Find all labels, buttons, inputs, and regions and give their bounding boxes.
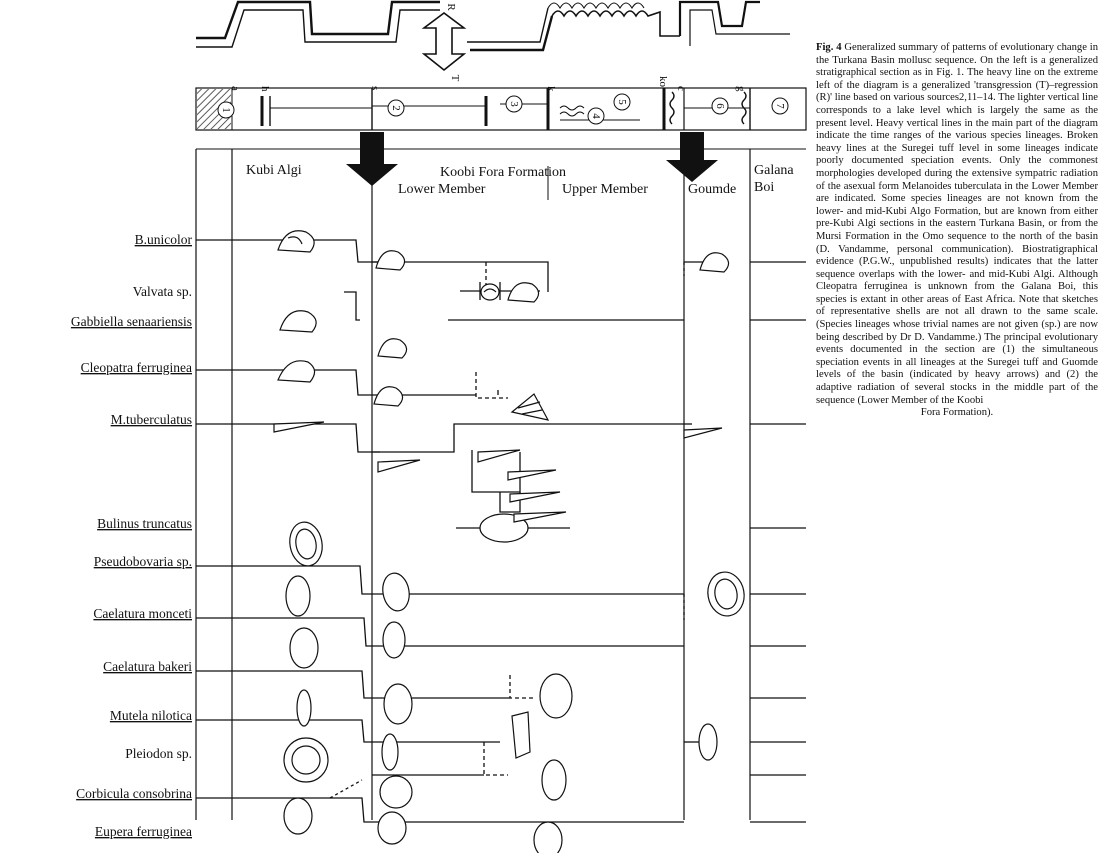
- shell-pleiodon-1: [512, 712, 530, 758]
- species-label: Corbicula consobrina: [76, 786, 192, 801]
- species-label: Bulinus truncatus: [97, 516, 192, 531]
- species-label: Caelatura bakeri: [103, 659, 192, 674]
- boundary-letter-a: a: [229, 86, 241, 91]
- shell-melanoides-4: [508, 470, 556, 480]
- shell-caelatura-bakeri-2: [384, 684, 412, 724]
- shell-gabbiella-2: [378, 339, 407, 358]
- shell-caelatura-bakeri-3: [540, 674, 572, 718]
- shell-caelatura-monceti-2: [383, 622, 405, 658]
- stratigraphic-column: [196, 88, 806, 149]
- shell-caelatura-monceti-1: [286, 576, 310, 616]
- shell-melanoides-1: [274, 422, 324, 432]
- caption-tail: Fora Formation).: [920, 407, 994, 419]
- shell-mutela-1: [297, 690, 311, 726]
- species-labels: [71, 232, 193, 839]
- transgression-arrow: [424, 13, 464, 70]
- shell-cleopatra-1: [278, 361, 315, 382]
- shell-cleopatra-3: [512, 394, 548, 420]
- shell-eupera-2: [378, 812, 406, 844]
- tuff-number-4: 4: [590, 113, 602, 119]
- shell-sketches: [274, 231, 748, 853]
- suregei-arrow: [346, 132, 398, 186]
- species-label: Cleopatra ferruginea: [80, 360, 192, 375]
- shell-cleopatra-2: [374, 387, 403, 406]
- boundary-letter-g: g: [735, 86, 747, 92]
- boundary-letter-h: h: [259, 86, 271, 92]
- shell-melanoides-2: [378, 460, 420, 472]
- guomde-arrow: [666, 132, 718, 182]
- shell-melanoides-6: [514, 512, 566, 522]
- shell-melanoides-7: [684, 428, 722, 438]
- shell-eupera-3: [534, 822, 562, 853]
- figure-caption: [816, 42, 1098, 420]
- unit-galana: Galana: [754, 163, 794, 178]
- unit-goumde: Goumde: [688, 182, 737, 197]
- shell-corbicula-1: [284, 738, 328, 782]
- figure-number: Fig. 4: [816, 42, 842, 53]
- unit-koobi-fora: Koobi Fora Formation: [440, 165, 566, 180]
- shell-pseudobovaria-1: [286, 520, 325, 569]
- species-label: Pleiodon sp.: [125, 746, 192, 761]
- species-label: Gabbiella senaariensis: [70, 314, 192, 329]
- shell-b-unicolor-2: [376, 251, 405, 270]
- transgression-regression-curve: [196, 2, 790, 50]
- species-label: Eupera ferruginea: [94, 824, 192, 839]
- tuff-number-5: 5: [616, 99, 628, 105]
- shell-mutela-2: [382, 734, 398, 770]
- shell-pseudobovaria-3: [704, 569, 747, 619]
- tuff-number-2: 2: [390, 105, 402, 111]
- tuff-number-6: 6: [714, 103, 726, 109]
- tuff-number-3: 3: [508, 101, 520, 107]
- boundary-letter-s: s: [369, 86, 381, 91]
- shell-corbicula-2: [380, 776, 412, 808]
- boundary-letter-ko: ko: [657, 76, 669, 87]
- shell-b-unicolor-3: [508, 283, 539, 302]
- unit-galana-boi: Boi: [754, 180, 775, 195]
- transgression-letter: T: [449, 74, 461, 82]
- species-label: B.unicolor: [134, 232, 192, 247]
- regression-letter: R: [445, 3, 457, 11]
- unit-lower-member: Lower Member: [398, 182, 486, 197]
- species-label: M.tuberculatus: [110, 412, 192, 427]
- species-label: Valvata sp.: [132, 284, 192, 299]
- unit-upper-member: Upper Member: [562, 182, 648, 197]
- shell-b-unicolor-1: [278, 231, 314, 252]
- shell-pseudobovaria-2: [380, 571, 412, 613]
- shell-melanoides-3: [478, 450, 520, 462]
- shell-gabbiella-1: [280, 311, 316, 332]
- boundary-letter-k: k: [545, 86, 557, 92]
- tuff-number-7: 7: [774, 103, 786, 109]
- shell-eupera-1: [284, 798, 312, 834]
- shell-caelatura-bakeri-1: [290, 628, 318, 668]
- shell-melanoides-5: [510, 492, 560, 502]
- tuff-numbers: [218, 94, 788, 124]
- unit-kubi-algi: Kubi Algi: [246, 163, 302, 178]
- species-label: Mutela nilotica: [109, 708, 192, 723]
- shell-valvata: [481, 284, 499, 300]
- shell-mutela-3: [699, 724, 717, 760]
- shell-b-unicolor-4: [700, 253, 729, 272]
- boundary-letter-c: c: [675, 86, 687, 91]
- tuff-number-1: 1: [220, 107, 232, 113]
- caption-text: Generalized summary of patterns of evolutionary change in the Turkana Basin mollusc sequence. On the left is a generalized stratigraphical section as in Fig. 1. The heavy line on the extreme left of the diagram is a generalized 'transgression (T)–regression (R)' line based on various sources2,11–14. The lighter vertical line corresponds to a lake level which is largely the same as the present level. Heavy vertical lines in the main part of the diagram indicate the time ranges of the various species lineages. Broken heavy lines at the Suregei tuff level in some lineages indicate poorly documented speciation events. Only the commonest morphologies developed during the extensive sympatric radiation of the asexual form Melanoides tuberculata in the Lower Member are indicated. Some species lineages are not known from the lower- and mid-Kubi Algo Formation, but are known from either pre-Kubi Algi sections in the eastern Turkana Basin, or from the Mursi Formation in the Omo sequence to the north of the basin (D. Vandamme, personal communication). Biostratigraphical evidence (P.G.W., unpublished results) indicates that the latter sequence overlaps with the lower- and mid-Kubi Algi. Although Cleopatra ferruginea is unknown from the Galana Boi, this species is extant in other areas of East Africa. Note that sketches of representative shells are not all drawn to the same scale. (Species lineages whose trivial names are not given (sp.) are now being described by Dr D. Vandamme.) The principal evolutionary events documented in the section are (1) the simultaneous speciation events in all lineages at the Suregei tuff and Guomde levels of the basin (indicated by heavy arrows) and (2) the adaptive radiation of several stocks in the middle part of the sequence (Lower Member of the Koobi: [816, 42, 1098, 406]
- boundary-letters: [229, 76, 747, 92]
- species-label: Caelatura monceti: [93, 606, 192, 621]
- species-label: Pseudobovaria sp.: [93, 554, 192, 569]
- shell-pleiodon-2: [542, 760, 566, 800]
